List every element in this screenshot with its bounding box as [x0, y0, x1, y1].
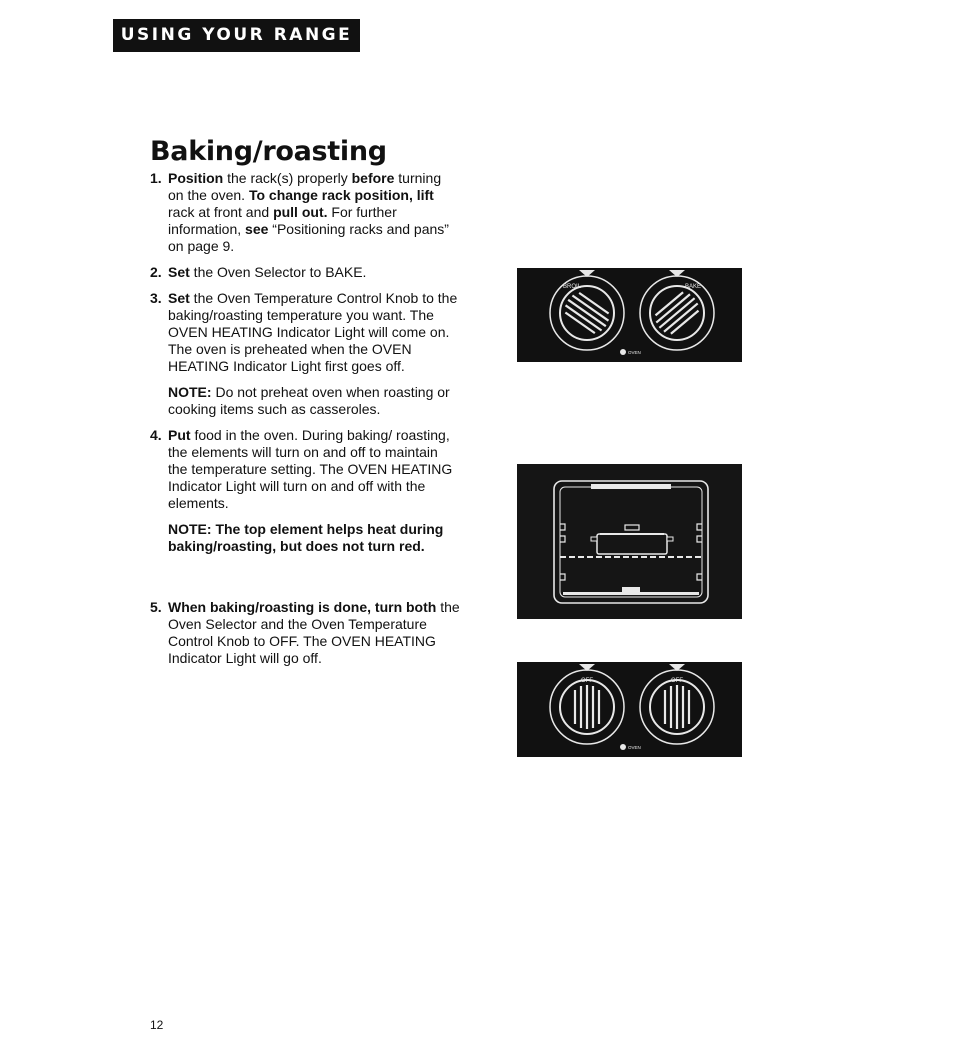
selector-label: OFF	[581, 678, 593, 684]
instruction-list	[150, 170, 460, 676]
element-note: NOTE: The top element helps heat during baking/roasting, but does not turn red.	[168, 521, 444, 554]
step-5	[150, 599, 460, 667]
section-header: USING YOUR RANGE	[113, 19, 360, 52]
step-number: 4.	[150, 427, 162, 443]
step-number: 5.	[150, 599, 162, 615]
knob-panel-bake-illustration	[517, 268, 742, 362]
page-number: 12	[150, 1018, 164, 1032]
step-4	[150, 427, 460, 512]
step-text: When baking/roasting is done, turn both the Oven Selector and the Oven Temperature Control Knob to OFF. The OVEN HEATING Indicator Light will go off.	[168, 599, 460, 666]
indicator-light-icon	[620, 744, 626, 750]
oven-interior-illustration	[517, 464, 742, 619]
step-text: Set the Oven Temperature Control Knob to the baking/roasting temperature you want. The OVEN HEATING Indicator Light will come on. The oven is preheated when the OVEN HEATING Indicator Light first goes off.	[168, 290, 458, 374]
knob-panel-off-figure	[517, 662, 742, 757]
oven-selector-knob	[550, 276, 624, 350]
oven-interior-figure	[517, 464, 742, 619]
preheat-note: NOTE: Do not preheat oven when roasting or cooking items such as casseroles.	[168, 384, 450, 417]
temperature-label: OFF	[671, 678, 683, 684]
indicator-light-label: OVEN	[628, 350, 641, 355]
selector-label: BROIL	[563, 284, 582, 290]
temperature-control-knob	[640, 276, 714, 350]
step-number: 1.	[150, 170, 162, 186]
step-3	[150, 290, 460, 375]
knob-panel-bake-figure	[517, 268, 742, 362]
step-text: Put food in the oven. During baking/ roasting, the elements will turn on and off to maintain the temperature setting. The OVEN HEATING Indicator Light will turn on and off with the elements.	[168, 427, 453, 511]
step-2	[150, 264, 460, 281]
page-title: Baking/roasting	[150, 136, 387, 167]
step-text: Position the rack(s) properly before turning on the oven. To change rack position, lift rack at front and pull out. For further information, see “Positioning racks and pans” on page 9.	[168, 170, 449, 254]
top-element	[591, 484, 671, 489]
step-number: 2.	[150, 264, 162, 280]
temperature-label: BAKE	[685, 284, 702, 290]
indicator-light-icon	[620, 349, 626, 355]
step-number: 3.	[150, 290, 162, 306]
step-text: Set the Oven Selector to BAKE.	[168, 264, 367, 280]
indicator-light-label: OVEN	[628, 745, 641, 750]
step-1	[150, 170, 460, 255]
knob-panel-off-illustration	[517, 662, 742, 757]
